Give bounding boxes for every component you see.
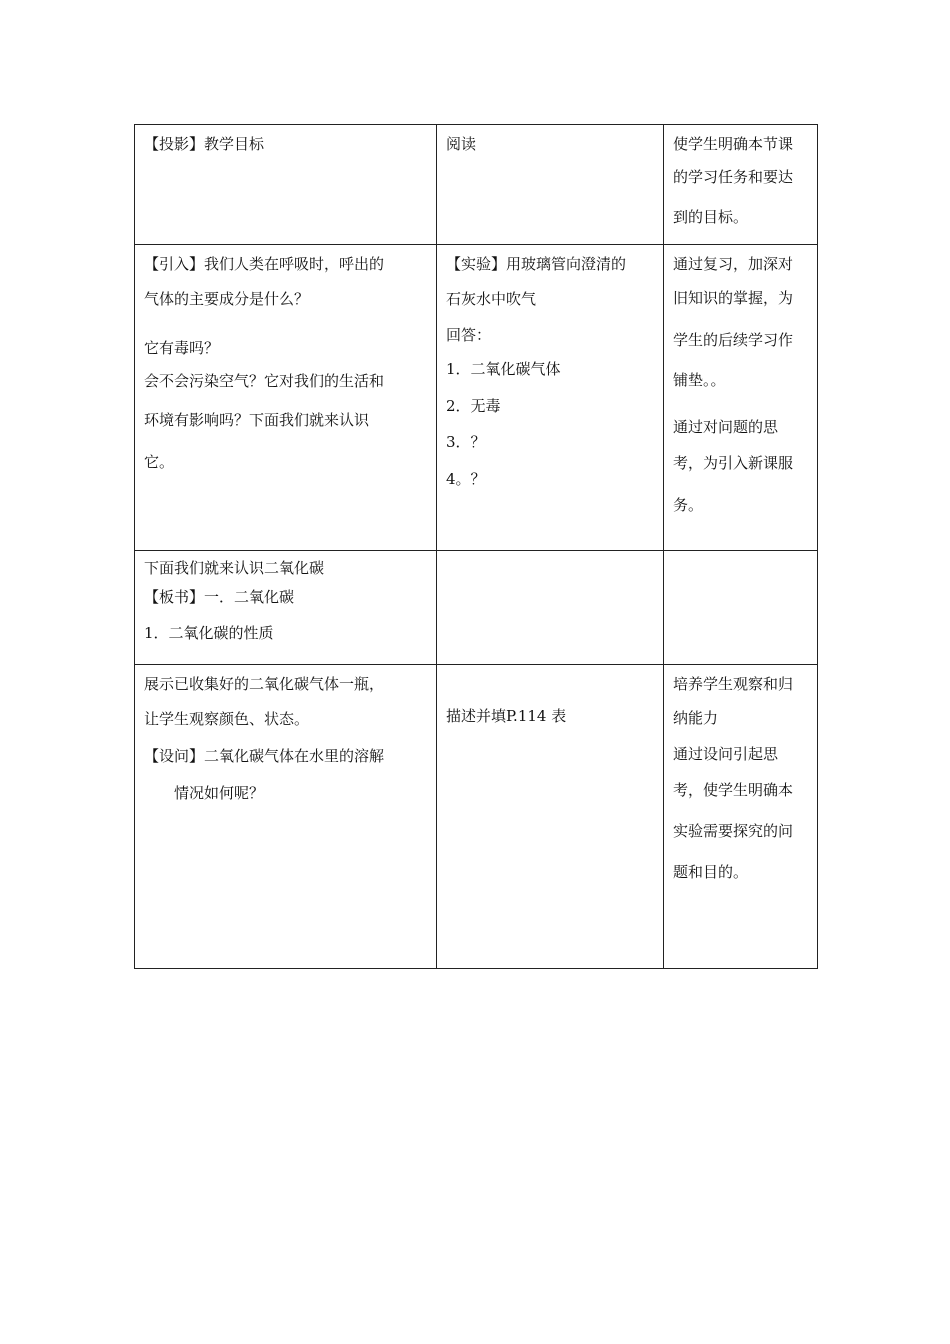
teacher-activity-cell	[135, 551, 437, 665]
cell-text: 会不会污染空气？它对我们的生活和	[144, 372, 385, 390]
cell-text: 【投影】教学目标	[144, 135, 265, 153]
cell-text: 务。	[673, 496, 704, 514]
cell-text: 阅读	[446, 135, 477, 153]
cell-text: 气体的主要成分是什么？	[144, 290, 310, 308]
cell-text: 2．无毒	[446, 397, 501, 415]
design-intent-cell	[664, 665, 818, 969]
cell-text: 【设问】二氧化碳气体在水里的溶解	[144, 747, 385, 765]
cell-text: 铺垫。。	[673, 371, 726, 389]
design-intent-cell	[664, 125, 818, 245]
cell-text: 环境有影响吗？下面我们就来认识	[144, 411, 370, 429]
design-intent-cell	[664, 245, 818, 551]
cell-text: 使学生明确本节课	[673, 135, 794, 153]
student-activity-cell	[437, 245, 664, 551]
cell-text: 1．二氧化碳的性质	[144, 624, 274, 642]
cell-text: 4。？	[446, 470, 486, 488]
cell-text: 的学习任务和要达	[673, 168, 794, 186]
design-intent-cell	[664, 551, 818, 665]
cell-text: 描述并填P.114 表	[446, 707, 567, 725]
cell-text: 【引入】我们人类在呼吸时，呼出的	[144, 255, 385, 273]
student-activity-cell	[437, 551, 664, 665]
cell-text: 让学生观察颜色、状态。	[144, 710, 310, 728]
teacher-activity-cell	[135, 125, 437, 245]
cell-text: 回答：	[446, 326, 492, 344]
student-activity-cell	[437, 665, 664, 969]
cell-text: 1．二氧化碳气体	[446, 360, 561, 378]
cell-text: 考，为引入新课服	[673, 454, 794, 472]
cell-text: 它。	[144, 453, 175, 471]
teacher-activity-cell	[135, 245, 437, 551]
student-activity-cell	[437, 125, 664, 245]
cell-text: 旧知识的掌握，为	[673, 289, 794, 307]
cell-text: 石灰水中吹气	[446, 290, 537, 308]
cell-text: 展示已收集好的二氧化碳气体一瓶，	[144, 675, 385, 693]
cell-text: 实验需要探究的问	[673, 822, 794, 840]
cell-text: 【板书】一．二氧化碳	[144, 588, 295, 606]
cell-text: 通过复习，加深对	[673, 255, 794, 273]
cell-text: 题和目的。	[673, 863, 749, 881]
lesson-plan-table	[134, 124, 818, 969]
cell-text: 学生的后续学习作	[673, 331, 794, 349]
table-row	[135, 245, 818, 551]
cell-text: 情况如何呢？	[174, 784, 265, 802]
table-row	[135, 551, 818, 665]
cell-text: 通过对问题的思	[673, 418, 779, 436]
cell-text: 纳能力	[673, 709, 719, 727]
cell-text: 【实验】用玻璃管向澄清的	[446, 255, 627, 273]
table-row	[135, 665, 818, 969]
teacher-activity-cell	[135, 665, 437, 969]
cell-text: 它有毒吗？	[144, 339, 220, 357]
cell-text: 通过设问引起思	[673, 745, 779, 763]
table-row	[135, 125, 818, 245]
cell-text: 培养学生观察和归	[673, 675, 794, 693]
cell-text: 考，使学生明确本	[673, 781, 794, 799]
cell-text: 3．？	[446, 433, 486, 451]
cell-text: 到的目标。	[673, 208, 749, 226]
cell-text: 下面我们就来认识二氧化碳	[144, 559, 325, 577]
